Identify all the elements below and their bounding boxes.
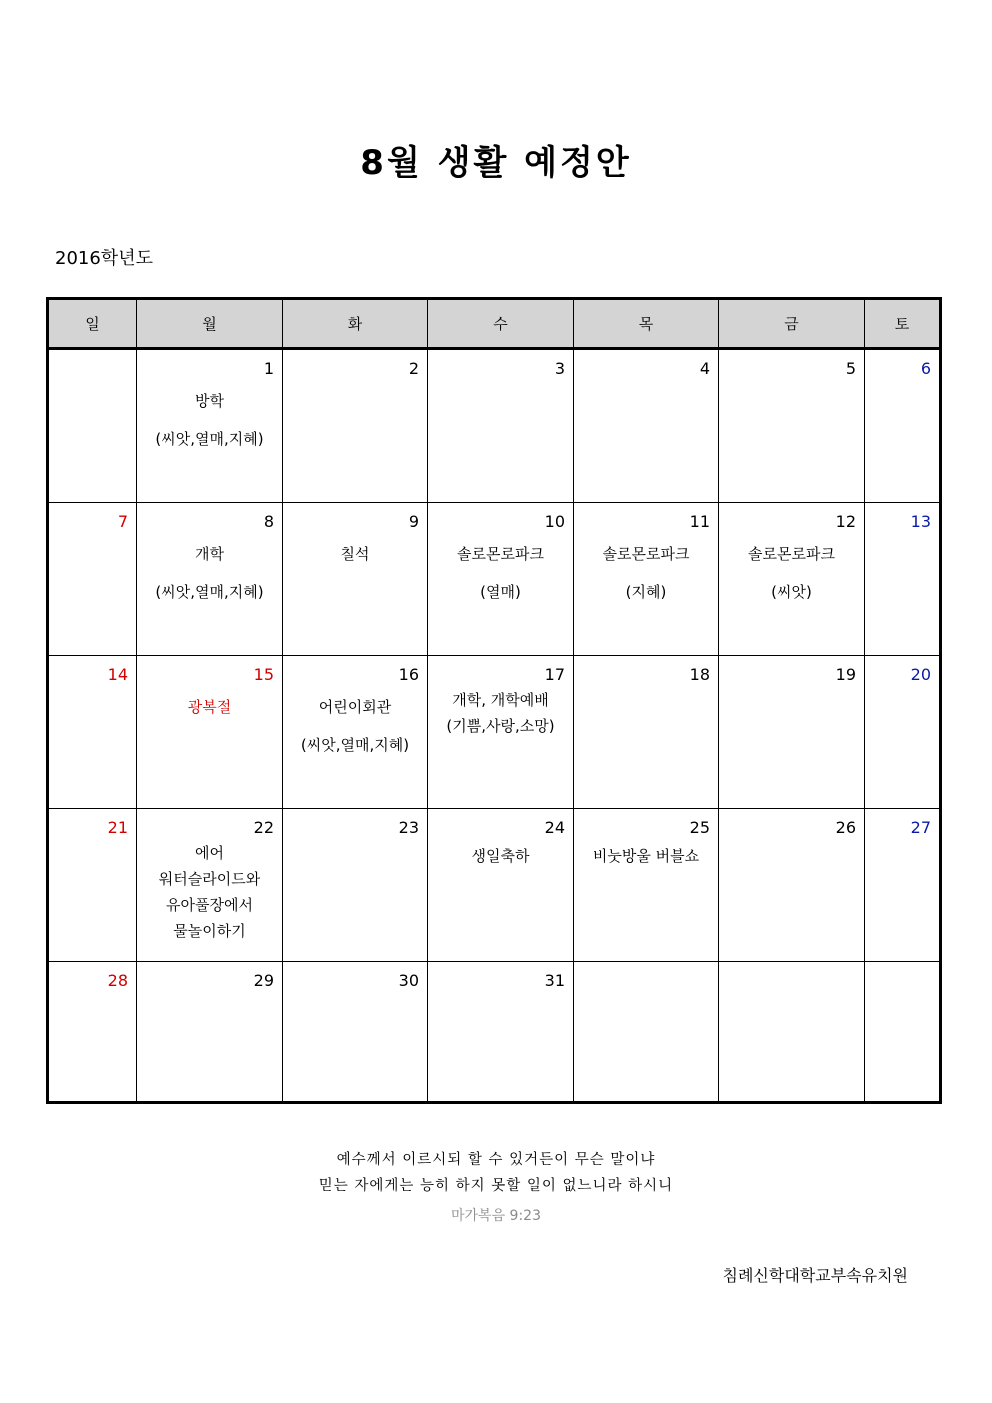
- day-cell: [719, 962, 865, 1103]
- day-number: 29: [253, 971, 274, 990]
- day-cell: [719, 349, 865, 503]
- day-cell: [719, 656, 865, 809]
- event: [137, 840, 282, 944]
- academic-year-label: 2016학년도: [55, 248, 153, 269]
- day-cell: [428, 809, 574, 962]
- day-cell: [137, 809, 283, 962]
- event-line: 방학: [195, 392, 224, 410]
- day-cell: [283, 962, 428, 1103]
- day-number: 22: [253, 818, 274, 837]
- verse-reference: 마가복음 9:23: [451, 1208, 541, 1224]
- day-number: 25: [689, 818, 710, 837]
- weekday-tue: 화: [283, 299, 428, 349]
- week-row: [48, 656, 941, 809]
- weekday-fri: 금: [719, 299, 865, 349]
- day-cell: [48, 962, 137, 1103]
- day-number: 23: [398, 818, 419, 837]
- day-number: [865, 962, 939, 991]
- bible-verse-line: 예수께서 이르시되 할 수 있거든이 무슨 말이냐: [336, 1152, 656, 1168]
- day-number: 14: [107, 665, 128, 684]
- event-line: 생일축하: [471, 847, 530, 865]
- day-number: 2: [408, 359, 419, 378]
- day-cell: [865, 349, 941, 503]
- day-cell: [865, 809, 941, 962]
- day-cell: [137, 962, 283, 1103]
- day-cell: [719, 809, 865, 962]
- day-number: [719, 962, 864, 991]
- day-cell: [137, 503, 283, 656]
- day-number: 7: [117, 512, 128, 531]
- day-number: 6: [920, 359, 931, 378]
- weekday-sat: 토: [865, 299, 941, 349]
- weekday-thu: 목: [574, 299, 719, 349]
- day-cell: [283, 503, 428, 656]
- event-line: 유아풀장에서: [166, 896, 253, 914]
- day-cell: [428, 656, 574, 809]
- day-cell: [283, 349, 428, 503]
- event: [719, 541, 864, 605]
- event: [137, 541, 282, 605]
- day-cell: [48, 656, 137, 809]
- day-cell: [574, 962, 719, 1103]
- weekday-header-row: [48, 299, 941, 349]
- day-number: 30: [398, 971, 419, 990]
- day-cell: [865, 503, 941, 656]
- event-line: 광복절: [187, 698, 232, 716]
- bible-verse-line: 믿는 자에게는 능히 하지 못할 일이 없느니라 하시니: [318, 1178, 674, 1194]
- day-cell: [428, 503, 574, 656]
- day-cell: [574, 809, 719, 962]
- day-cell: [574, 656, 719, 809]
- day-number: 12: [835, 512, 856, 531]
- week-row: [48, 349, 941, 503]
- weekday-mon: 월: [137, 299, 283, 349]
- week-row: [48, 962, 941, 1103]
- day-cell: [283, 656, 428, 809]
- day-number: [574, 962, 718, 991]
- event-line: 개학: [195, 545, 224, 563]
- day-cell: [137, 656, 283, 809]
- event-line: 솔로몬로파크: [748, 545, 835, 563]
- day-number: 3: [554, 359, 565, 378]
- day-number: 28: [107, 971, 128, 990]
- day-number: 8: [263, 512, 274, 531]
- day-number: 4: [699, 359, 710, 378]
- event-line: 개학, 개학예배: [452, 691, 549, 709]
- day-cell: [719, 503, 865, 656]
- weekday-wed: 수: [428, 299, 574, 349]
- event: [428, 843, 573, 869]
- day-cell: [865, 656, 941, 809]
- day-number: 21: [107, 818, 128, 837]
- event: [428, 687, 573, 739]
- event: [574, 843, 718, 869]
- day-number: 1: [263, 359, 274, 378]
- event-line: 워터슬라이드와: [158, 870, 261, 888]
- day-cell: [137, 349, 283, 503]
- day-cell: [48, 809, 137, 962]
- day-number: 18: [689, 665, 710, 684]
- event-line: (씨앗,열매,지혜): [155, 583, 264, 601]
- day-number: 26: [835, 818, 856, 837]
- day-number: 10: [544, 512, 565, 531]
- day-number: 16: [398, 665, 419, 684]
- weekday-sun: 일: [48, 299, 137, 349]
- calendar-table: [46, 297, 942, 1104]
- day-number: 19: [835, 665, 856, 684]
- event-line: (열매): [480, 583, 521, 601]
- holiday-event: [137, 694, 282, 720]
- day-number: 5: [845, 359, 856, 378]
- week-row: [48, 503, 941, 656]
- event-line: 어린이회관: [318, 698, 392, 716]
- day-number: 31: [544, 971, 565, 990]
- event-line: 솔로몬로파크: [602, 545, 690, 563]
- day-cell: [574, 503, 719, 656]
- event-line: (지혜): [625, 583, 667, 601]
- event-line: (씨앗,열매,지혜): [300, 736, 410, 754]
- day-number: 24: [544, 818, 565, 837]
- day-number: 15: [253, 665, 274, 684]
- school-name: 침례신학대학교부속유치원: [722, 1266, 908, 1285]
- day-cell: [865, 962, 941, 1103]
- event-line: 칠석: [340, 545, 370, 563]
- day-cell: [48, 349, 137, 503]
- event-line: (씨앗,열매,지혜): [155, 430, 264, 448]
- week-row: [48, 809, 941, 962]
- event: [428, 541, 573, 605]
- day-number: 13: [910, 512, 931, 531]
- day-number: [49, 350, 136, 379]
- event: [283, 694, 427, 758]
- event-line: (씨앗): [771, 583, 812, 601]
- page-title: 8월 생활 예정안: [360, 143, 632, 183]
- event: [574, 541, 718, 605]
- day-number: 20: [910, 665, 931, 684]
- event-line: 솔로몬로파크: [457, 545, 544, 563]
- event: [137, 388, 282, 452]
- day-cell: [48, 503, 137, 656]
- event-line: 물놀이하기: [173, 922, 246, 940]
- day-cell: [574, 349, 719, 503]
- event-line: 에어: [195, 844, 224, 862]
- day-number: 9: [408, 512, 419, 531]
- day-number: 17: [544, 665, 565, 684]
- day-cell: [428, 962, 574, 1103]
- day-cell: [428, 349, 574, 503]
- event: [283, 541, 427, 567]
- day-number: 27: [910, 818, 931, 837]
- event-line: (기쁨,사랑,소망): [446, 717, 555, 735]
- day-cell: [283, 809, 428, 962]
- day-number: 11: [689, 512, 710, 531]
- event-line: 비눗방울 버블쇼: [592, 847, 700, 865]
